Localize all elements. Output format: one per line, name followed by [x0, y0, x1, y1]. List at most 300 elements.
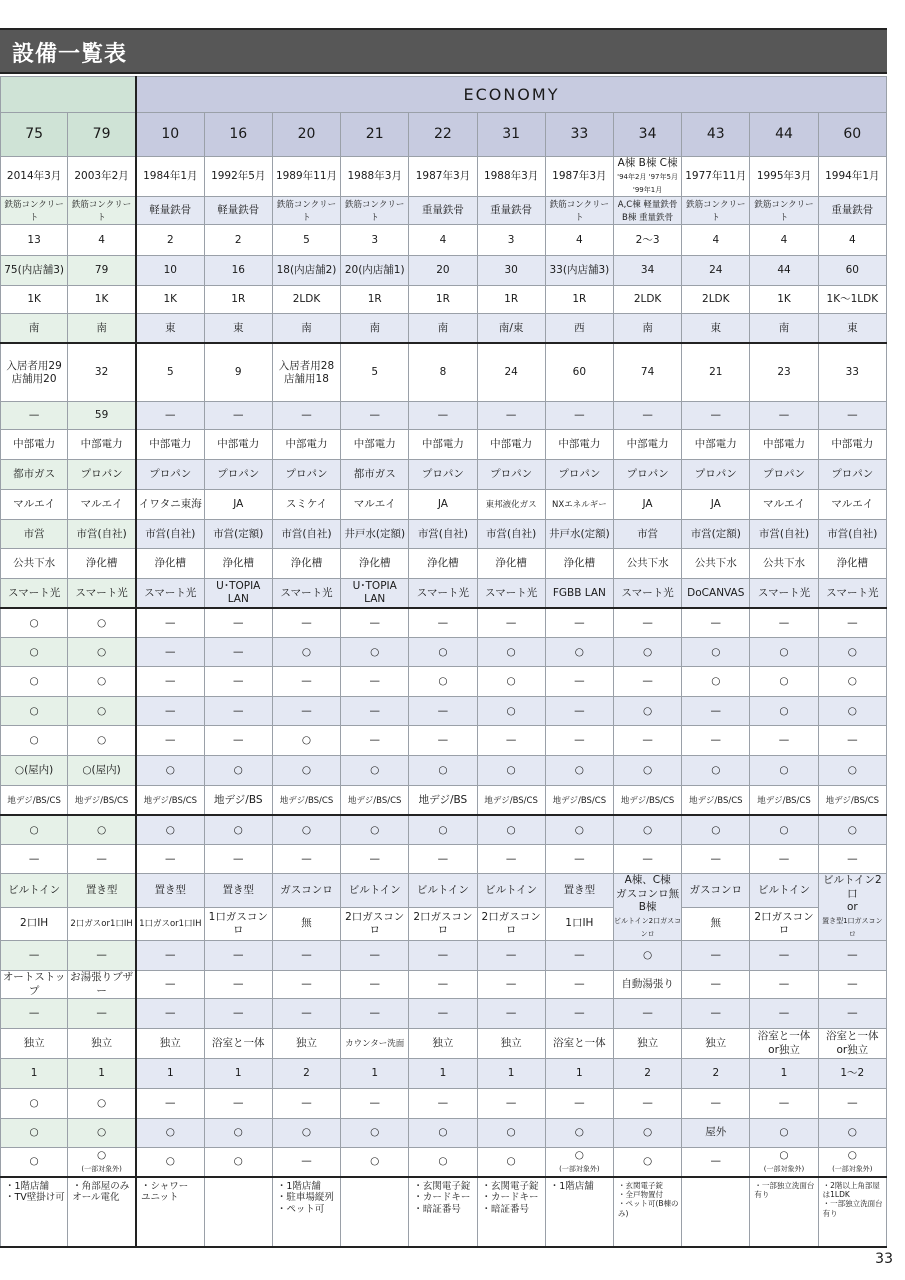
table-cell: 東邦液化ガス	[477, 490, 545, 520]
table-cell: イワタニ東海	[136, 490, 204, 520]
table-cell: —	[477, 941, 545, 971]
column-header: 10	[136, 113, 204, 157]
table-cell: ○	[409, 815, 477, 845]
table-cell: —	[750, 1089, 818, 1119]
table-cell: 地デジ/BS/CS	[613, 786, 681, 815]
table-cell: ○	[1, 608, 68, 638]
table-cell: 2	[682, 1059, 750, 1089]
table-cell: 地デジ/BS/CS	[545, 786, 613, 815]
table-cell: —	[204, 608, 272, 638]
table-cell: —	[136, 1089, 204, 1119]
table-cell: —	[136, 697, 204, 726]
table-cell: ○	[818, 1119, 886, 1148]
column-header: 33	[545, 113, 613, 157]
table-cell: ○ (一部対象外)	[545, 1148, 613, 1177]
table-cell: ○ (一部対象外)	[750, 1148, 818, 1177]
column-header: 16	[204, 113, 272, 157]
table-cell: 2口ガスコンロ	[409, 907, 477, 940]
table-cell: 4	[68, 225, 136, 256]
table-cell: —	[341, 971, 409, 999]
table-cell: 独立	[136, 1029, 204, 1059]
table-cell: ○	[272, 638, 340, 667]
table-cell: 市営	[613, 520, 681, 549]
table-cell: 南/東	[477, 314, 545, 343]
table-cell: ○	[409, 1119, 477, 1148]
table-cell: 自動湯張り	[613, 971, 681, 999]
table-cell: 2〜3	[613, 225, 681, 256]
table-cell: 地デジ/BS/CS	[136, 786, 204, 815]
table-cell: 公共下水	[613, 549, 681, 579]
table-cell: ○	[204, 1148, 272, 1177]
table-cell: 1R	[477, 286, 545, 314]
table-cell: 市営(自社)	[750, 520, 818, 549]
table-cell: スマート光	[272, 579, 340, 608]
table-cell: 1	[409, 1059, 477, 1089]
table-cell: ○	[477, 756, 545, 786]
table-cell: 井戸水(定額)	[545, 520, 613, 549]
table-cell: 重量鉄骨	[818, 197, 886, 225]
table-cell: 1977年11月	[682, 157, 750, 197]
table-cell: プロパン	[682, 460, 750, 490]
table-cell: —	[272, 667, 340, 697]
table-cell: ガスコンロ	[272, 874, 340, 907]
table-cell: —	[68, 999, 136, 1029]
table-cell: ○	[545, 815, 613, 845]
column-header: 20	[272, 113, 340, 157]
table-cell: 鉄筋コンクリート	[272, 197, 340, 225]
table-row	[1, 608, 887, 638]
table-cell: —	[545, 697, 613, 726]
table-cell: —	[545, 726, 613, 756]
table-cell: 中部電力	[613, 430, 681, 460]
table-cell: 2口ガスコンロ	[341, 907, 409, 940]
table-cell: マルエイ	[1, 490, 68, 520]
table-cell: 2	[272, 1059, 340, 1089]
table-cell: —	[204, 999, 272, 1029]
table-cell: 24	[682, 256, 750, 286]
page-title: 設備一覧表	[12, 42, 128, 67]
table-cell: —	[341, 697, 409, 726]
table-cell: ○	[477, 1119, 545, 1148]
table-cell: 市営(自社)	[136, 520, 204, 549]
table-cell: 1K〜1LDK	[818, 286, 886, 314]
table-cell: ○	[68, 608, 136, 638]
table-cell: U･TOPIA LAN	[204, 579, 272, 608]
table-cell: —	[682, 941, 750, 971]
table-cell: 独立	[272, 1029, 340, 1059]
table-cell: 南	[272, 314, 340, 343]
table-row	[1, 225, 887, 256]
table-cell: 重量鉄骨	[477, 197, 545, 225]
table-cell: 無	[272, 907, 340, 940]
table-cell: 地デジ/BS	[409, 786, 477, 815]
title-bar	[0, 28, 887, 74]
table-cell: 独立	[68, 1029, 136, 1059]
table-cell: 中部電力	[477, 430, 545, 460]
table-cell: 独立	[1, 1029, 68, 1059]
table-row	[1, 756, 887, 786]
table-row	[1, 786, 887, 815]
table-cell: —	[545, 608, 613, 638]
table-cell: ○	[750, 756, 818, 786]
table-cell: 重量鉄骨	[409, 197, 477, 225]
table-cell: 地デジ/BS/CS	[750, 786, 818, 815]
table-cell: 鉄筋コンクリート	[1, 197, 68, 225]
table-cell: 13	[1, 225, 68, 256]
table-cell: 1〜2	[818, 1059, 886, 1089]
table-cell: —	[136, 999, 204, 1029]
table-cell: —	[272, 999, 340, 1029]
table-cell: ○	[613, 756, 681, 786]
table-cell: プロパン	[68, 460, 136, 490]
table-cell: —	[477, 1089, 545, 1119]
table-cell: —	[341, 845, 409, 874]
table-cell: 中部電力	[818, 430, 886, 460]
table-cell: 1	[477, 1059, 545, 1089]
table-cell: 1992年5月	[204, 157, 272, 197]
table-cell: —	[341, 608, 409, 638]
table-cell: 地デジ/BS	[204, 786, 272, 815]
column-header: 31	[477, 113, 545, 157]
table-cell: プロパン	[477, 460, 545, 490]
table-cell: ○	[136, 815, 204, 845]
table-cell: 1K	[68, 286, 136, 314]
table-cell: 南	[613, 314, 681, 343]
table-row	[1, 999, 887, 1029]
table-cell: ○	[750, 1119, 818, 1148]
table-row	[1, 971, 887, 999]
table-cell: ○	[477, 1148, 545, 1177]
table-cell: 4	[750, 225, 818, 256]
table-cell: —	[545, 402, 613, 430]
table-cell: 中部電力	[1, 430, 68, 460]
table-cell: —	[409, 845, 477, 874]
table-cell: —	[204, 726, 272, 756]
table-cell: —	[136, 941, 204, 971]
table-cell: ○	[1, 667, 68, 697]
table-cell: ○	[613, 1119, 681, 1148]
table-cell: プロパン	[204, 460, 272, 490]
table-cell: 地デジ/BS/CS	[272, 786, 340, 815]
table-cell: ○	[68, 1089, 136, 1119]
table-cell: ○	[818, 638, 886, 667]
table-cell: 浄化槽	[272, 549, 340, 579]
table-cell: ○	[477, 697, 545, 726]
table-cell: 独立	[409, 1029, 477, 1059]
table-cell: 1988年3月	[341, 157, 409, 197]
table-cell: ○	[750, 815, 818, 845]
table-cell: マルエイ	[341, 490, 409, 520]
table-cell: 60	[545, 343, 613, 402]
table-cell: ビルトイン	[1, 874, 68, 907]
table-cell: 8	[409, 343, 477, 402]
table-cell: —	[613, 999, 681, 1029]
table-cell: 地デジ/BS/CS	[1, 786, 68, 815]
table-cell: ○	[272, 1119, 340, 1148]
table-cell: ○	[613, 638, 681, 667]
table-cell: —	[272, 845, 340, 874]
table-cell: 浴室と一体 or独立	[750, 1029, 818, 1059]
table-cell: JA	[409, 490, 477, 520]
table-cell: 浴室と一体	[204, 1029, 272, 1059]
table-cell: —	[613, 402, 681, 430]
table-cell: —	[1, 402, 68, 430]
table-cell: 2LDK	[272, 286, 340, 314]
note-cell: ・1階店舗 ・TV壁掛け可	[1, 1177, 68, 1247]
table-cell: 32	[68, 343, 136, 402]
column-header: 79	[68, 113, 136, 157]
table-cell: —	[409, 971, 477, 999]
table-cell: 市営(定額)	[682, 520, 750, 549]
table-cell: 中部電力	[136, 430, 204, 460]
table-cell: 屋外	[682, 1119, 750, 1148]
table-cell: 市営(自社)	[818, 520, 886, 549]
table-cell: 74	[613, 343, 681, 402]
table-cell: —	[409, 402, 477, 430]
table-cell: ○	[1, 1089, 68, 1119]
column-header: 75	[1, 113, 68, 157]
table-cell: 浄化槽	[204, 549, 272, 579]
table-cell: 地デジ/BS/CS	[818, 786, 886, 815]
table-cell: —	[613, 726, 681, 756]
table-cell: —	[545, 845, 613, 874]
table-cell: スマート光	[613, 579, 681, 608]
table-cell: —	[818, 1089, 886, 1119]
table-cell: —	[136, 608, 204, 638]
table-cell: —	[818, 845, 886, 874]
table-cell: ○	[1, 697, 68, 726]
table-cell: ○	[545, 756, 613, 786]
table-cell: —	[341, 667, 409, 697]
note-cell: ・1階店舗	[545, 1177, 613, 1247]
table-cell: ○	[682, 667, 750, 697]
table-cell: —	[341, 1089, 409, 1119]
table-cell: 4	[682, 225, 750, 256]
table-row	[1, 697, 887, 726]
table-cell: —	[613, 608, 681, 638]
table-cell: 2014年3月	[1, 157, 68, 197]
table-cell: —	[682, 402, 750, 430]
equipment-table-wrapper	[0, 76, 887, 1248]
table-cell: 33(内店舗3)	[545, 256, 613, 286]
table-cell: ○	[341, 815, 409, 845]
table-cell: —	[818, 999, 886, 1029]
table-body	[1, 157, 887, 1247]
table-cell: 34	[613, 256, 681, 286]
table-cell: 南	[341, 314, 409, 343]
table-cell: —	[409, 697, 477, 726]
table-cell: 1R	[204, 286, 272, 314]
table-cell: ○ (一部対象外)	[68, 1148, 136, 1177]
table-cell: ○	[613, 815, 681, 845]
table-cell: —	[477, 726, 545, 756]
table-cell: 2口ガスor1口IH	[68, 907, 136, 940]
table-cell: 浄化槽	[477, 549, 545, 579]
table-cell: 公共下水	[682, 549, 750, 579]
table-cell: ○(屋内)	[1, 756, 68, 786]
table-cell: ○	[545, 638, 613, 667]
note-cell: ・2階以上角部屋 は1LDK ・一部独立洗面台有り	[818, 1177, 886, 1247]
table-cell: ○	[613, 941, 681, 971]
table-cell: ビルトイン	[750, 874, 818, 907]
table-cell: 44	[750, 256, 818, 286]
table-cell: —	[477, 999, 545, 1029]
table-cell: 井戸水(定額)	[341, 520, 409, 549]
table-cell: ○	[68, 726, 136, 756]
table-cell: —	[682, 697, 750, 726]
table-cell: —	[477, 845, 545, 874]
column-header: 43	[682, 113, 750, 157]
table-cell: —	[68, 845, 136, 874]
table-cell: 中部電力	[272, 430, 340, 460]
table-cell: ビルトイン	[409, 874, 477, 907]
table-cell: 中部電力	[682, 430, 750, 460]
table-cell: —	[1, 999, 68, 1029]
table-cell: プロパン	[750, 460, 818, 490]
table-row	[1, 579, 887, 608]
table-cell: 60	[818, 256, 886, 286]
table-cell: ○	[477, 667, 545, 697]
table-cell: —	[204, 697, 272, 726]
table-cell: 20	[409, 256, 477, 286]
table-cell: —	[409, 941, 477, 971]
table-cell: お湯張りブザー	[68, 971, 136, 999]
table-cell: JA	[204, 490, 272, 520]
table-cell: 中部電力	[341, 430, 409, 460]
table-cell: 独立	[477, 1029, 545, 1059]
table-cell: ○	[818, 697, 886, 726]
table-row	[1, 638, 887, 667]
table-cell: 鉄筋コンクリート	[68, 197, 136, 225]
table-row	[1, 1089, 887, 1119]
note-cell	[682, 1177, 750, 1247]
table-cell: —	[818, 971, 886, 999]
table-cell: 市営(自社)	[272, 520, 340, 549]
table-row	[1, 430, 887, 460]
table-row	[1, 667, 887, 697]
table-cell: ○	[272, 726, 340, 756]
table-cell: ○	[818, 756, 886, 786]
table-cell: —	[1, 845, 68, 874]
table-cell: ○	[204, 756, 272, 786]
table-cell: プロパン	[272, 460, 340, 490]
table-cell: ○	[613, 697, 681, 726]
table-cell: 5	[341, 343, 409, 402]
table-cell: 西	[545, 314, 613, 343]
table-cell: —	[136, 638, 204, 667]
table-cell: 1口IH	[545, 907, 613, 940]
table-cell: 入居者用29 店舗用20	[1, 343, 68, 402]
table-cell: 1987年3月	[545, 157, 613, 197]
table-cell: ○	[682, 815, 750, 845]
note-cell: ・一部独立洗面台有り	[750, 1177, 818, 1247]
table-row	[1, 490, 887, 520]
table-cell: —	[682, 999, 750, 1029]
table-cell: ○	[68, 697, 136, 726]
table-cell: ○	[545, 1119, 613, 1148]
table-cell: 軽量鉄骨	[204, 197, 272, 225]
table-cell: ○ (一部対象外)	[818, 1148, 886, 1177]
table-cell: 南	[68, 314, 136, 343]
table-cell: 1994年1月	[818, 157, 886, 197]
table-cell: 南	[750, 314, 818, 343]
table-cell: ○	[272, 815, 340, 845]
table-cell: —	[136, 726, 204, 756]
table-row	[1, 907, 887, 940]
table-cell: 21	[682, 343, 750, 402]
table-cell: —	[613, 845, 681, 874]
table-cell: 2LDK	[682, 286, 750, 314]
table-cell: 2口IH	[1, 907, 68, 940]
table-cell: 市営(自社)	[68, 520, 136, 549]
table-cell: 地デジ/BS/CS	[477, 786, 545, 815]
table-cell: —	[750, 726, 818, 756]
table-cell: —	[272, 402, 340, 430]
table-cell: 浄化槽	[818, 549, 886, 579]
table-row	[1, 402, 887, 430]
table-row	[1, 520, 887, 549]
table-cell: スマート光	[477, 579, 545, 608]
table-cell: 浄化槽	[136, 549, 204, 579]
table-cell: —	[136, 667, 204, 697]
table-cell: —	[68, 941, 136, 971]
table-cell: 市営(自社)	[409, 520, 477, 549]
table-cell: 東	[136, 314, 204, 343]
table-cell: —	[409, 1089, 477, 1119]
table-cell: 1K	[750, 286, 818, 314]
table-cell: スマート光	[68, 579, 136, 608]
note-cell	[204, 1177, 272, 1247]
table-cell: —	[682, 608, 750, 638]
table-cell: NXエネルギー	[545, 490, 613, 520]
table-row	[1, 197, 887, 225]
table-cell: —	[341, 999, 409, 1029]
notes-row	[1, 1177, 887, 1247]
table-cell: 1口ガスor1口IH	[136, 907, 204, 940]
table-cell: 浴室と一体 or独立	[818, 1029, 886, 1059]
table-cell: 2口ガスコンロ	[750, 907, 818, 940]
table-cell: 浄化槽	[409, 549, 477, 579]
table-cell: ○	[818, 815, 886, 845]
table-cell: 1	[68, 1059, 136, 1089]
table-cell: 地デジ/BS/CS	[341, 786, 409, 815]
table-cell: ○	[136, 1148, 204, 1177]
table-cell: 浄化槽	[341, 549, 409, 579]
table-cell: —	[136, 402, 204, 430]
table-cell: 75(内店舗3)	[1, 256, 68, 286]
table-cell: 2	[613, 1059, 681, 1089]
table-cell: ○	[1, 1119, 68, 1148]
note-cell: ・玄関電子錠 ・カードキー ・暗証番号	[409, 1177, 477, 1247]
table-cell: 鉄筋コンクリート	[750, 197, 818, 225]
table-cell: 79	[68, 256, 136, 286]
table-row	[1, 815, 887, 845]
table-cell: —	[204, 941, 272, 971]
table-cell: ○	[682, 638, 750, 667]
table-cell: ○	[68, 1119, 136, 1148]
column-header: 21	[341, 113, 409, 157]
table-cell: —	[272, 971, 340, 999]
table-cell: —	[272, 941, 340, 971]
table-cell: —	[272, 1148, 340, 1177]
table-cell: JA	[682, 490, 750, 520]
table-cell: 2口ガスコンロ	[477, 907, 545, 940]
table-cell: 2	[204, 225, 272, 256]
table-cell: —	[750, 608, 818, 638]
table-cell: —	[477, 608, 545, 638]
table-cell: —	[204, 971, 272, 999]
table-cell: 地デジ/BS/CS	[682, 786, 750, 815]
